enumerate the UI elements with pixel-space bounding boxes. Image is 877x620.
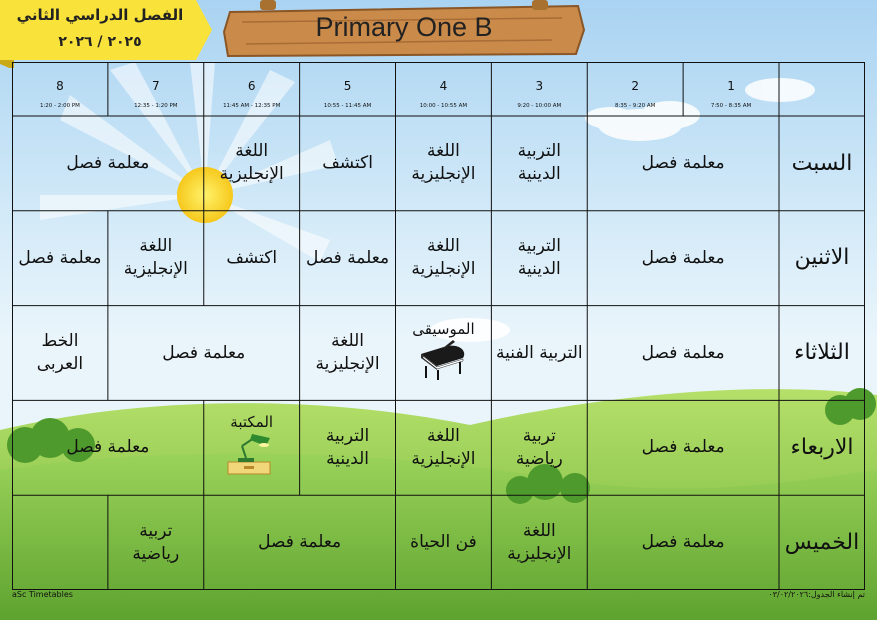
lesson-label: اللغة [331,331,364,352]
lesson-cell[interactable] [396,306,492,401]
lesson-label: الدينية [326,448,370,469]
piano-icon [417,340,469,387]
lesson-cell[interactable] [300,211,396,306]
lesson-cell[interactable] [491,211,587,306]
lesson-cell[interactable] [12,400,204,495]
period-header-4 [396,62,492,116]
lesson-cell[interactable] [108,211,204,306]
lesson-label: اللغة [235,141,269,162]
period-time: 10:00 - 10:55 AM [419,103,468,109]
period-time: 9:20 - 10:00 AM [517,103,562,109]
lesson-label: الموسيقى [412,320,475,339]
lesson-cell[interactable] [491,306,587,401]
lesson-cell[interactable] [204,211,300,306]
lesson-label: معلمة فصل [18,247,102,268]
period-number: 6 [247,79,256,93]
lesson-label: معلمة فصل [641,152,725,173]
lesson-cell[interactable] [300,400,396,495]
day-label: السبت [791,150,853,176]
lesson-label: الإنجليزية [123,259,188,280]
lesson-label: التربية [517,141,562,162]
lesson-label: تربية [522,425,556,446]
period-number: 4 [439,79,448,93]
lesson-cell[interactable] [108,306,300,401]
lesson-label: اللغة [522,520,556,541]
lesson-cell[interactable] [396,495,492,590]
lesson-label: المكتبة [230,413,274,432]
period-time: 10:55 - 11:45 AM [323,103,372,109]
lesson-label: اللغة [427,425,460,446]
lesson-label: الدينية [517,259,561,280]
period-time: 12:35 - 1:20 PM [134,103,178,109]
lesson-label: رياضية [132,543,180,564]
lesson-cell[interactable] [587,400,779,495]
lesson-cell[interactable] [300,116,396,211]
period-header-8 [12,62,108,116]
semester-year: ٢٠٢٥ / ٢٠٢٦ [58,34,142,50]
lesson-cell[interactable] [12,116,204,211]
period-time: 8:35 - 9:20 AM [614,103,656,109]
lesson-cell[interactable] [396,400,492,495]
lesson-label: معلمة فصل [641,437,725,458]
lesson-label: معلمة فصل [66,437,150,458]
lesson-cell[interactable] [491,116,587,211]
lesson-cell[interactable] [204,116,300,211]
footer-software: aSc Timetables [12,590,73,599]
period-number: 8 [56,79,64,93]
lesson-cell[interactable] [587,495,779,590]
lesson-cell[interactable] [396,116,492,211]
lesson-cell[interactable] [587,116,779,211]
period-number: 7 [151,79,160,93]
period-time: 7:50 - 8:35 AM [710,103,752,109]
period-header-1 [683,62,779,116]
lesson-label: اللغة [427,236,460,257]
period-number: 3 [535,79,544,93]
lesson-label: اللغة [139,236,173,257]
lesson-label: الإنجليزية [411,259,476,280]
lesson-label: التربية [517,236,562,257]
period-header-6 [204,62,300,116]
lesson-label: التربية الفنية [495,342,583,363]
lesson-cell[interactable] [12,211,108,306]
period-number: 5 [343,79,352,93]
day-label: الخميس [784,529,860,555]
lesson-cell[interactable] [396,211,492,306]
lesson-label: تربية [139,520,173,541]
lesson-label: العربى [36,353,84,374]
timetable-grid [12,62,865,590]
footer-created-date: تم إنشاء الجدول:٠٣/٠٢/٢٠٢٦ [768,590,865,599]
lesson-cell[interactable] [12,495,108,590]
lesson-label: فن الحياة [410,532,477,553]
period-header-2 [587,62,683,116]
lesson-label: الإنجليزية [315,353,380,374]
day-label: الثلاثاء [794,340,850,366]
lesson-label: الإنجليزية [411,448,476,469]
period-header-3 [491,62,587,116]
period-number: 1 [727,79,735,93]
class-title: Primary One B [315,12,493,42]
lesson-label: اللغة [427,141,460,162]
lesson-label: الإنجليزية [507,543,572,564]
lesson-label: الخط [41,331,79,352]
lesson-cell[interactable] [300,306,396,401]
period-header-7 [108,62,204,116]
lesson-label: اكتشف [322,152,373,173]
lesson-label: التربية [325,425,370,446]
period-number: 2 [631,79,639,93]
lesson-label: رياضية [515,448,563,469]
lesson-label: اكتشف [226,247,278,268]
lesson-label: معلمة فصل [66,152,150,173]
lesson-label: معلمة فصل [641,247,725,268]
lesson-cell[interactable] [491,400,587,495]
lesson-cell[interactable] [587,306,779,401]
lesson-cell[interactable] [204,400,300,495]
day-label: الاربعاء [790,434,854,460]
semester-title: الفصل الدراسي الثاني [16,6,184,24]
lesson-cell[interactable] [491,495,587,590]
lesson-label: معلمة فصل [641,342,725,363]
lesson-label: معلمة فصل [641,532,725,553]
period-time: 11:45 AM - 12:35 PM [223,103,281,109]
lesson-label: الدينية [517,164,561,185]
desk-lamp-icon [224,432,280,483]
lesson-cell[interactable] [12,306,108,401]
lesson-label: معلمة فصل [306,247,390,268]
lesson-label: معلمة فصل [162,342,246,363]
period-header-5 [300,62,396,116]
lesson-cell[interactable] [108,495,204,590]
lesson-cell[interactable] [204,495,396,590]
lesson-label: الإنجليزية [219,164,284,185]
lesson-label: معلمة فصل [258,532,342,553]
lesson-label: الإنجليزية [411,164,476,185]
period-time: 1:20 - 2:00 PM [39,103,80,109]
lesson-cell[interactable] [587,211,779,306]
day-label: الاثنين [794,245,850,271]
